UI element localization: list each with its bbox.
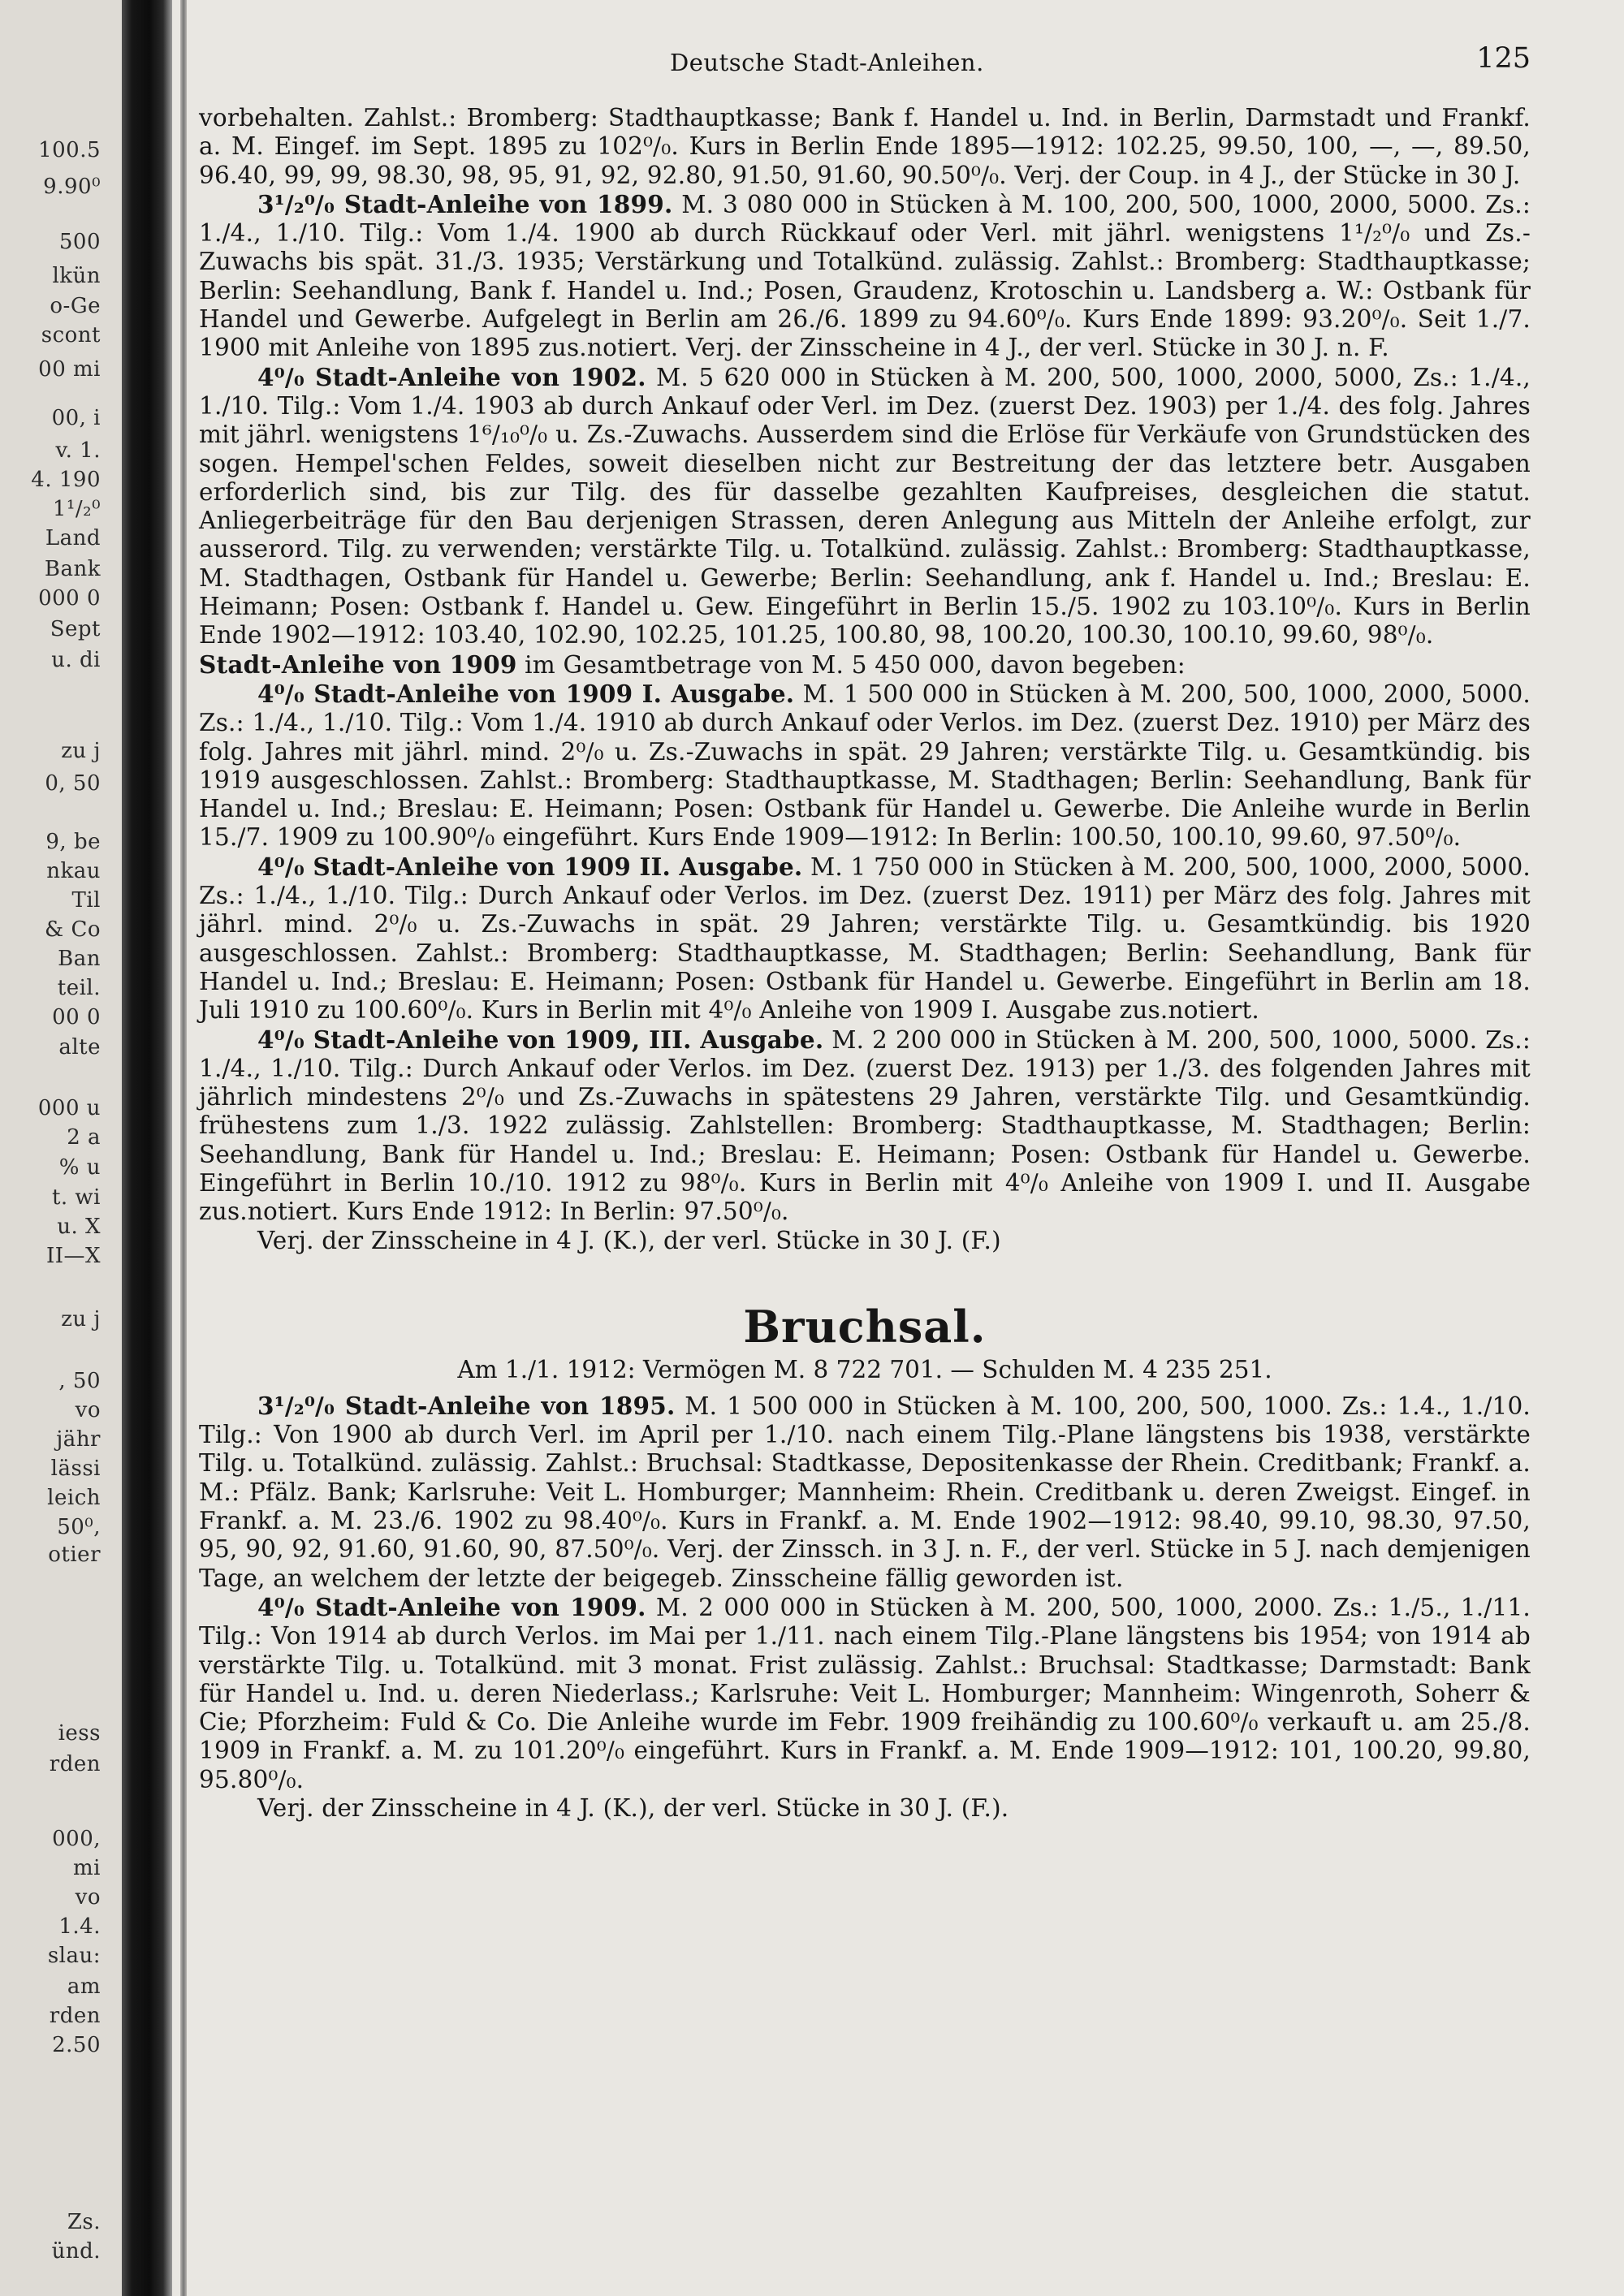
margin-bleed-fragment: , 50 bbox=[58, 1369, 101, 1393]
loan-1909-III-text: M. 2 200 000 in Stücken à M. 200, 500, 1000, 5000. Zs.: 1./4., 1./10. Tilg.: Durch Ankauf oder Verlos. im Dez. (zuerst Dez. 1913) per 1./3. des folgenden Jahres mit jährlich mindestens 2⁰/₀ und Zs.-Zuwachs in spätestens 29 Jahren, verstärkte Tilg. und Gesamtkündig. frühestens zum 1./3. 1922 zulässig. Zahlstellen: Bromberg: Stadthauptkasse, M. Stadthagen; Berlin: Seehandlung, Bank für Handel u. Ind.; Breslau: E. Heimann; Posen: Ostbank für Handel u. Gewerbe. Eingeführt in Berlin 10./10. 1912 zu 98⁰/₀. Kurs in Berlin mit 4⁰/₀ Anleihe von 1909 I. und II. Ausgabe zus.notiert. Kurs Ende 1912: In Berlin: 97.50⁰/₀. bbox=[199, 1025, 1531, 1226]
loan-1909-II-heading: 4⁰/₀ Stadt-Anleihe von 1909 II. Ausgabe. bbox=[257, 852, 803, 881]
margin-bleed-fragment: 100.5 bbox=[38, 138, 101, 162]
bruchsal-loan-1909-paragraph bbox=[199, 1593, 1531, 1794]
margin-bleed-fragment: rden bbox=[49, 2004, 101, 2028]
margin-bleed-fragment: alte bbox=[58, 1035, 101, 1060]
bruchsal-summary: Am 1./1. 1912: Vermögen M. 8 722 701. — Schulden M. 4 235 251. bbox=[457, 1355, 1272, 1383]
margin-bleed-fragment: 00 0 bbox=[52, 1005, 101, 1029]
margin-bleed-fragment: slau: bbox=[47, 1944, 101, 1968]
loan-1909-III-limitation: Verj. der Zinsscheine in 4 J. (K.), der verl. Stücke in 30 J. (F.) bbox=[257, 1226, 1001, 1254]
book-gutter-shadow bbox=[122, 0, 172, 2296]
page-number: 125 bbox=[1476, 42, 1531, 75]
margin-bleed-fragment: 2.50 bbox=[52, 2033, 101, 2057]
bruchsal-loan-1909-limitation: Verj. der Zinsscheine in 4 J. (K.), der verl. Stücke in 30 J. (F.). bbox=[257, 1794, 1009, 1823]
loan-1909-I-paragraph bbox=[199, 680, 1531, 852]
loan-1909-total-heading: Stadt-Anleihe von 1909 bbox=[199, 650, 517, 679]
margin-bleed-fragment: zu j bbox=[61, 1307, 101, 1331]
loan-1902-text: M. 5 620 000 in Stücken à M. 200, 500, 1000, 2000, 5000, Zs.: 1./4., 1./10. Tilg.: Vom 1./4. 1903 ab durch Ankauf oder Verl. im Dez. (zuerst Dez. 1903) per 1./4. des folg. Jahres mit jährl. wenigstens 1⁶/₁₀⁰/₀ u. Zs.-Zuwachs. Ausserdem sind die Erlöse für Verkäufe von Grundstücken des sogen. Hempel'schen Feldes, soweit dieselben nicht zur Bestreitung der das letztere betr. Ausgaben erforderlich sind, bis zur Tilg. des für dasselbe gezahlten Kaufpreises, desgleichen die statut. Anliegerbeiträge für den Bau derjenigen Strassen, deren Anlegung aus Mitteln der Anleihe erfolgt, zur ausserord. Tilg. zu verwenden; verstärkte Tilg. u. Totalkünd. zulässig. Zahlst.: Bromberg: Stadthauptkasse, M. Stadthagen, Ostbank für Handel u. Gewerbe; Berlin: Seehandlung, ank f. Handel u. Ind.; Breslau: E. Heimann; Posen: Ostbank f. Handel u. Gew. Eingeführt in Berlin 15./5. 1902 zu 103.10⁰/₀. Kurs in Berlin Ende 1902—1912: 103.40, 102.90, 102.25, 101.25, 100.80, 98, 100.20, 100.30, 100.10, 99.60, 98⁰/₀. bbox=[199, 363, 1531, 650]
bromberg-entries bbox=[199, 104, 1531, 1255]
loan-1902-paragraph bbox=[199, 363, 1531, 650]
margin-bleed-fragment: leich bbox=[47, 1486, 101, 1510]
margin-bleed-fragment: iess bbox=[58, 1721, 101, 1746]
loan-1909-total-text: im Gesamtbetrage von M. 5 450 000, davon begeben: bbox=[525, 650, 1186, 679]
margin-bleed-fragment: 9, be bbox=[45, 830, 101, 854]
margin-bleed-fragment: 1¹/₂⁰ bbox=[52, 497, 101, 521]
margin-bleed-fragment: Sept bbox=[50, 617, 101, 641]
margin-bleed-fragment: Til bbox=[71, 888, 101, 913]
margin-bleed-fragment: 500 bbox=[58, 230, 101, 254]
loan-1909-I-text: M. 1 500 000 in Stücken à M. 200, 500, 1000, 2000, 5000. Zs.: 1./4., 1./10. Tilg.: Vom 1./4. 1910 ab durch Ankauf oder Verlos. im Dez. (zuerst Dez. 1910) per März des folg. Jahres mit jährl. mind. 2⁰/₀ u. Zs.-Zuwachs in spät. 29 Jahren; verstärkte Tilg. u. Gesamtkündig. bis 1919 ausgeschlossen. Zahlst.: Bromberg: Stadthauptkasse, M. Stadthagen; Berlin: Seehandlung, Bank für Handel u. Ind.; Breslau: E. Heimann; Posen: Ostbank für Handel u. Gewerbe. Die Anleihe wurde in Berlin 15./7. 1909 zu 100.90⁰/₀ eingeführt. Kurs Ende 1909—1912: In Berlin: 100.50, 100.10, 99.60, 97.50⁰/₀. bbox=[199, 680, 1531, 852]
margin-bleed-fragment: 000, bbox=[52, 1827, 101, 1851]
margin-bleed-fragment: 000 u bbox=[37, 1096, 101, 1120]
margin-bleed-fragment: Zs. bbox=[67, 2210, 101, 2234]
margin-bleed-fragment: u. di bbox=[51, 648, 101, 672]
margin-bleed-fragment: vo bbox=[75, 1885, 101, 1910]
bruchsal-entries bbox=[199, 1392, 1531, 1823]
margin-bleed-fragment: v. 1. bbox=[55, 438, 101, 463]
loan-1902-heading: 4⁰/₀ Stadt-Anleihe von 1902. bbox=[257, 362, 646, 391]
gutter-edge bbox=[180, 0, 187, 2296]
margin-bleed-fragment: scont bbox=[41, 323, 101, 347]
loan-1909-I-heading: 4⁰/₀ Stadt-Anleihe von 1909 I. Ausgabe. bbox=[257, 679, 795, 708]
bruchsal-loan-1895-heading: 3¹/₂⁰/₀ Stadt-Anleihe von 1895. bbox=[257, 1391, 676, 1420]
running-head bbox=[199, 42, 1531, 86]
margin-bleed-fragment: 4. 190 bbox=[31, 468, 101, 492]
margin-bleed-fragment: teil. bbox=[57, 976, 101, 1000]
bruchsal-loan-1909-heading: 4⁰/₀ Stadt-Anleihe von 1909. bbox=[257, 1592, 646, 1621]
loan-1899-text: M. 3 080 000 in Stücken à M. 100, 200, 500, 1000, 2000, 5000. Zs.: 1./4., 1./10. Tilg.: Vom 1./4. 1900 ab durch Rückkauf oder Verl. mit jährl. wenigstens 1¹/₂⁰/₀ und Zs.-Zuwachs bis spät. 31./3. 1935; Verstärkung und Totalkünd. zulässig. Zahlst.: Bromberg: Stadthauptkasse; Berlin: Seehandlung, Bank f. Handel u. Ind.; Posen, Graudenz, Krotoschin u. Landsberg a. W.: Ostbank für Handel und Gewerbe. Aufgelegt in Berlin am 26./6. 1899 zu 94.60⁰/₀. Kurs Ende 1899: 93.20⁰/₀. Seit 1./7. 1900 mit Anleihe von 1895 zus.notiert. Verj. der Zinsscheine in 4 J., der verl. Stücke in 30 J. n. F. bbox=[199, 190, 1531, 362]
margin-bleed-fragment: nkau bbox=[46, 859, 101, 883]
margin-bleed-fragment: zu j bbox=[61, 739, 101, 763]
facing-page-margin bbox=[0, 0, 122, 2296]
loan-1909-III-paragraph bbox=[199, 1025, 1531, 1227]
margin-bleed-fragment: 0, 50 bbox=[45, 771, 101, 796]
margin-bleed-fragment: Bank bbox=[44, 557, 101, 581]
loan-1909-II-paragraph bbox=[199, 852, 1531, 1025]
margin-bleed-fragment: rden bbox=[49, 1752, 101, 1776]
margin-bleed-fragment: & Co bbox=[45, 917, 101, 942]
bromberg-continuation: vorbehalten. Zahlst.: Bromberg: Stadthauptkasse; Bank f. Handel u. Ind. in Berlin, Darmstadt und Frankf. a. M. Eingef. im Sept. 1895 zu 102⁰/₀. Kurs in Berlin Ende 1895—1912: 102.25, 99.50, 100, —, —, 89.50, 96.40, 99, 99, 98.30, 98, 95, 91, 92, 92.80, 91.50, 91.60, 90.50⁰/₀. Verj. der Coup. in 4 J., der Stücke in 30 J. bbox=[199, 104, 1531, 189]
margin-bleed-fragment: o-Ge bbox=[50, 294, 101, 318]
page bbox=[199, 42, 1531, 1823]
margin-bleed-fragment: u. X bbox=[57, 1215, 101, 1239]
margin-bleed-fragment: 00 mi bbox=[38, 357, 101, 382]
margin-bleed-fragment: 9.90⁰ bbox=[43, 175, 101, 199]
margin-bleed-fragment: 50⁰, bbox=[57, 1515, 101, 1539]
margin-bleed-fragment: 000 0 bbox=[38, 586, 101, 611]
margin-bleed-fragment: ünd. bbox=[51, 2239, 101, 2264]
margin-bleed-fragment: am bbox=[67, 1974, 101, 1999]
loan-1909-total-paragraph bbox=[199, 650, 1531, 680]
margin-bleed-fragment: 00, i bbox=[51, 406, 101, 430]
margin-bleed-fragment: Ban bbox=[58, 947, 101, 971]
bruchsal-loan-1895-paragraph bbox=[199, 1392, 1531, 1593]
loan-1899-paragraph bbox=[199, 190, 1531, 363]
loan-1909-III-heading: 4⁰/₀ Stadt-Anleihe von 1909, III. Ausgabe. bbox=[257, 1025, 824, 1054]
margin-bleed-fragment: 2 a bbox=[67, 1125, 101, 1150]
margin-bleed-fragment: jähr bbox=[56, 1427, 101, 1452]
margin-bleed-fragment: vo bbox=[75, 1398, 101, 1422]
running-head-title: Deutsche Stadt-Anleihen. bbox=[670, 49, 984, 76]
section-title-bruchsal: Bruchsal. bbox=[743, 1300, 987, 1353]
margin-bleed-fragment: mi bbox=[73, 1856, 101, 1880]
margin-bleed-fragment: lässi bbox=[50, 1457, 101, 1481]
loan-1909-II-text: M. 1 750 000 in Stücken à M. 200, 500, 1000, 2000, 5000. Zs.: 1./4., 1./10. Tilg.: Durch Ankauf oder Verlos. im Dez. (zuerst Dez. 1911) per März des folg. Jahres mit jährl. mind. 2⁰/₀ u. Zs.-Zuwachs in spät. 29 Jahren; verstärkte Tilg. u. Gesamtkündig. bis 1920 ausgeschlossen. Zahlst.: Bromberg: Stadthauptkasse, M. Stadthagen; Berlin: Seehandlung, Bank für Handel u. Ind.; Breslau: E. Heimann; Posen: Ostbank für Handel u. Gewerbe. Eingeführt in Berlin am 18. Juli 1910 zu 100.60⁰/₀. Kurs in Berlin mit 4⁰/₀ Anleihe von 1909 I. Ausgabe zus.notiert. bbox=[199, 852, 1531, 1025]
margin-bleed-fragment: lkün bbox=[52, 264, 101, 288]
margin-bleed-fragment: t. wi bbox=[51, 1185, 101, 1210]
bruchsal-loan-1895-text: M. 1 500 000 in Stücken à M. 100, 200, 500, 1000. Zs.: 1.4., 1./10. Tilg.: Von 1900 ab durch Verl. im April per 1./10. nach einem Tilg.-Plane längstens bis 1938, verstärkte Tilg. u. Totalkünd. zulässig. Zahlst.: Bruchsal: Stadtkasse, Depositenkasse der Rhein. Creditbank; Frankf. a. M.: Pfälz. Bank; Karlsruhe: Veit L. Homburger; Mannheim: Rhein. Creditbank u. deren Zweigst. Eingef. in Frankf. a. M. 23./6. 1902 zu 98.40⁰/₀. Kurs in Frankf. a. M. Ende 1902—1912: 98.40, 99.10, 98.30, 97.50, 95, 90, 92, 91.60, 91.60, 90, 87.50⁰/₀. Verj. der Zinssch. in 3 J. n. F., der verl. Stücke in 5 J. nach demjenigen Tage, an welchem der letzte der beigegeb. Zinsscheine fällig geworden ist. bbox=[199, 1392, 1531, 1592]
margin-bleed-fragment: Land bbox=[45, 526, 101, 550]
margin-bleed-fragment: otier bbox=[48, 1543, 101, 1567]
margin-bleed-fragment: % u bbox=[58, 1155, 101, 1180]
margin-bleed-fragment: 1.4. bbox=[58, 1914, 101, 1939]
bruchsal-loan-1909-text: M. 2 000 000 in Stücken à M. 200, 500, 1000, 2000. Zs.: 1./5., 1./11. Tilg.: Von 1914 ab durch Verlos. im Mai per 1./11. nach einem Tilg.-Plane längstens bis 1954; von 1914 ab verstärkte Tilg. u. Totalkünd. mit 3 monat. Frist zulässig. Zahlst.: Bruchsal: Stadtkasse; Darmstadt: Bank für Handel u. Ind. u. deren Niederlass.; Karlsruhe: Veit L. Homburger; Mannheim: Wingenroth, Soherr & Cie; Pforzheim: Fuld & Co. Die Anleihe wurde im Febr. 1909 freihändig zu 100.60⁰/₀ verkauft u. am 25./8. 1909 in Frankf. a. M. zu 101.20⁰/₀ eingeführt. Kurs in Frankf. a. M. Ende 1909—1912: 101, 100.20, 99.80, 95.80⁰/₀. bbox=[199, 1593, 1531, 1793]
loan-1899-heading: 3¹/₂⁰/₀ Stadt-Anleihe von 1899. bbox=[257, 189, 673, 218]
margin-bleed-fragment: II—X bbox=[45, 1244, 101, 1268]
